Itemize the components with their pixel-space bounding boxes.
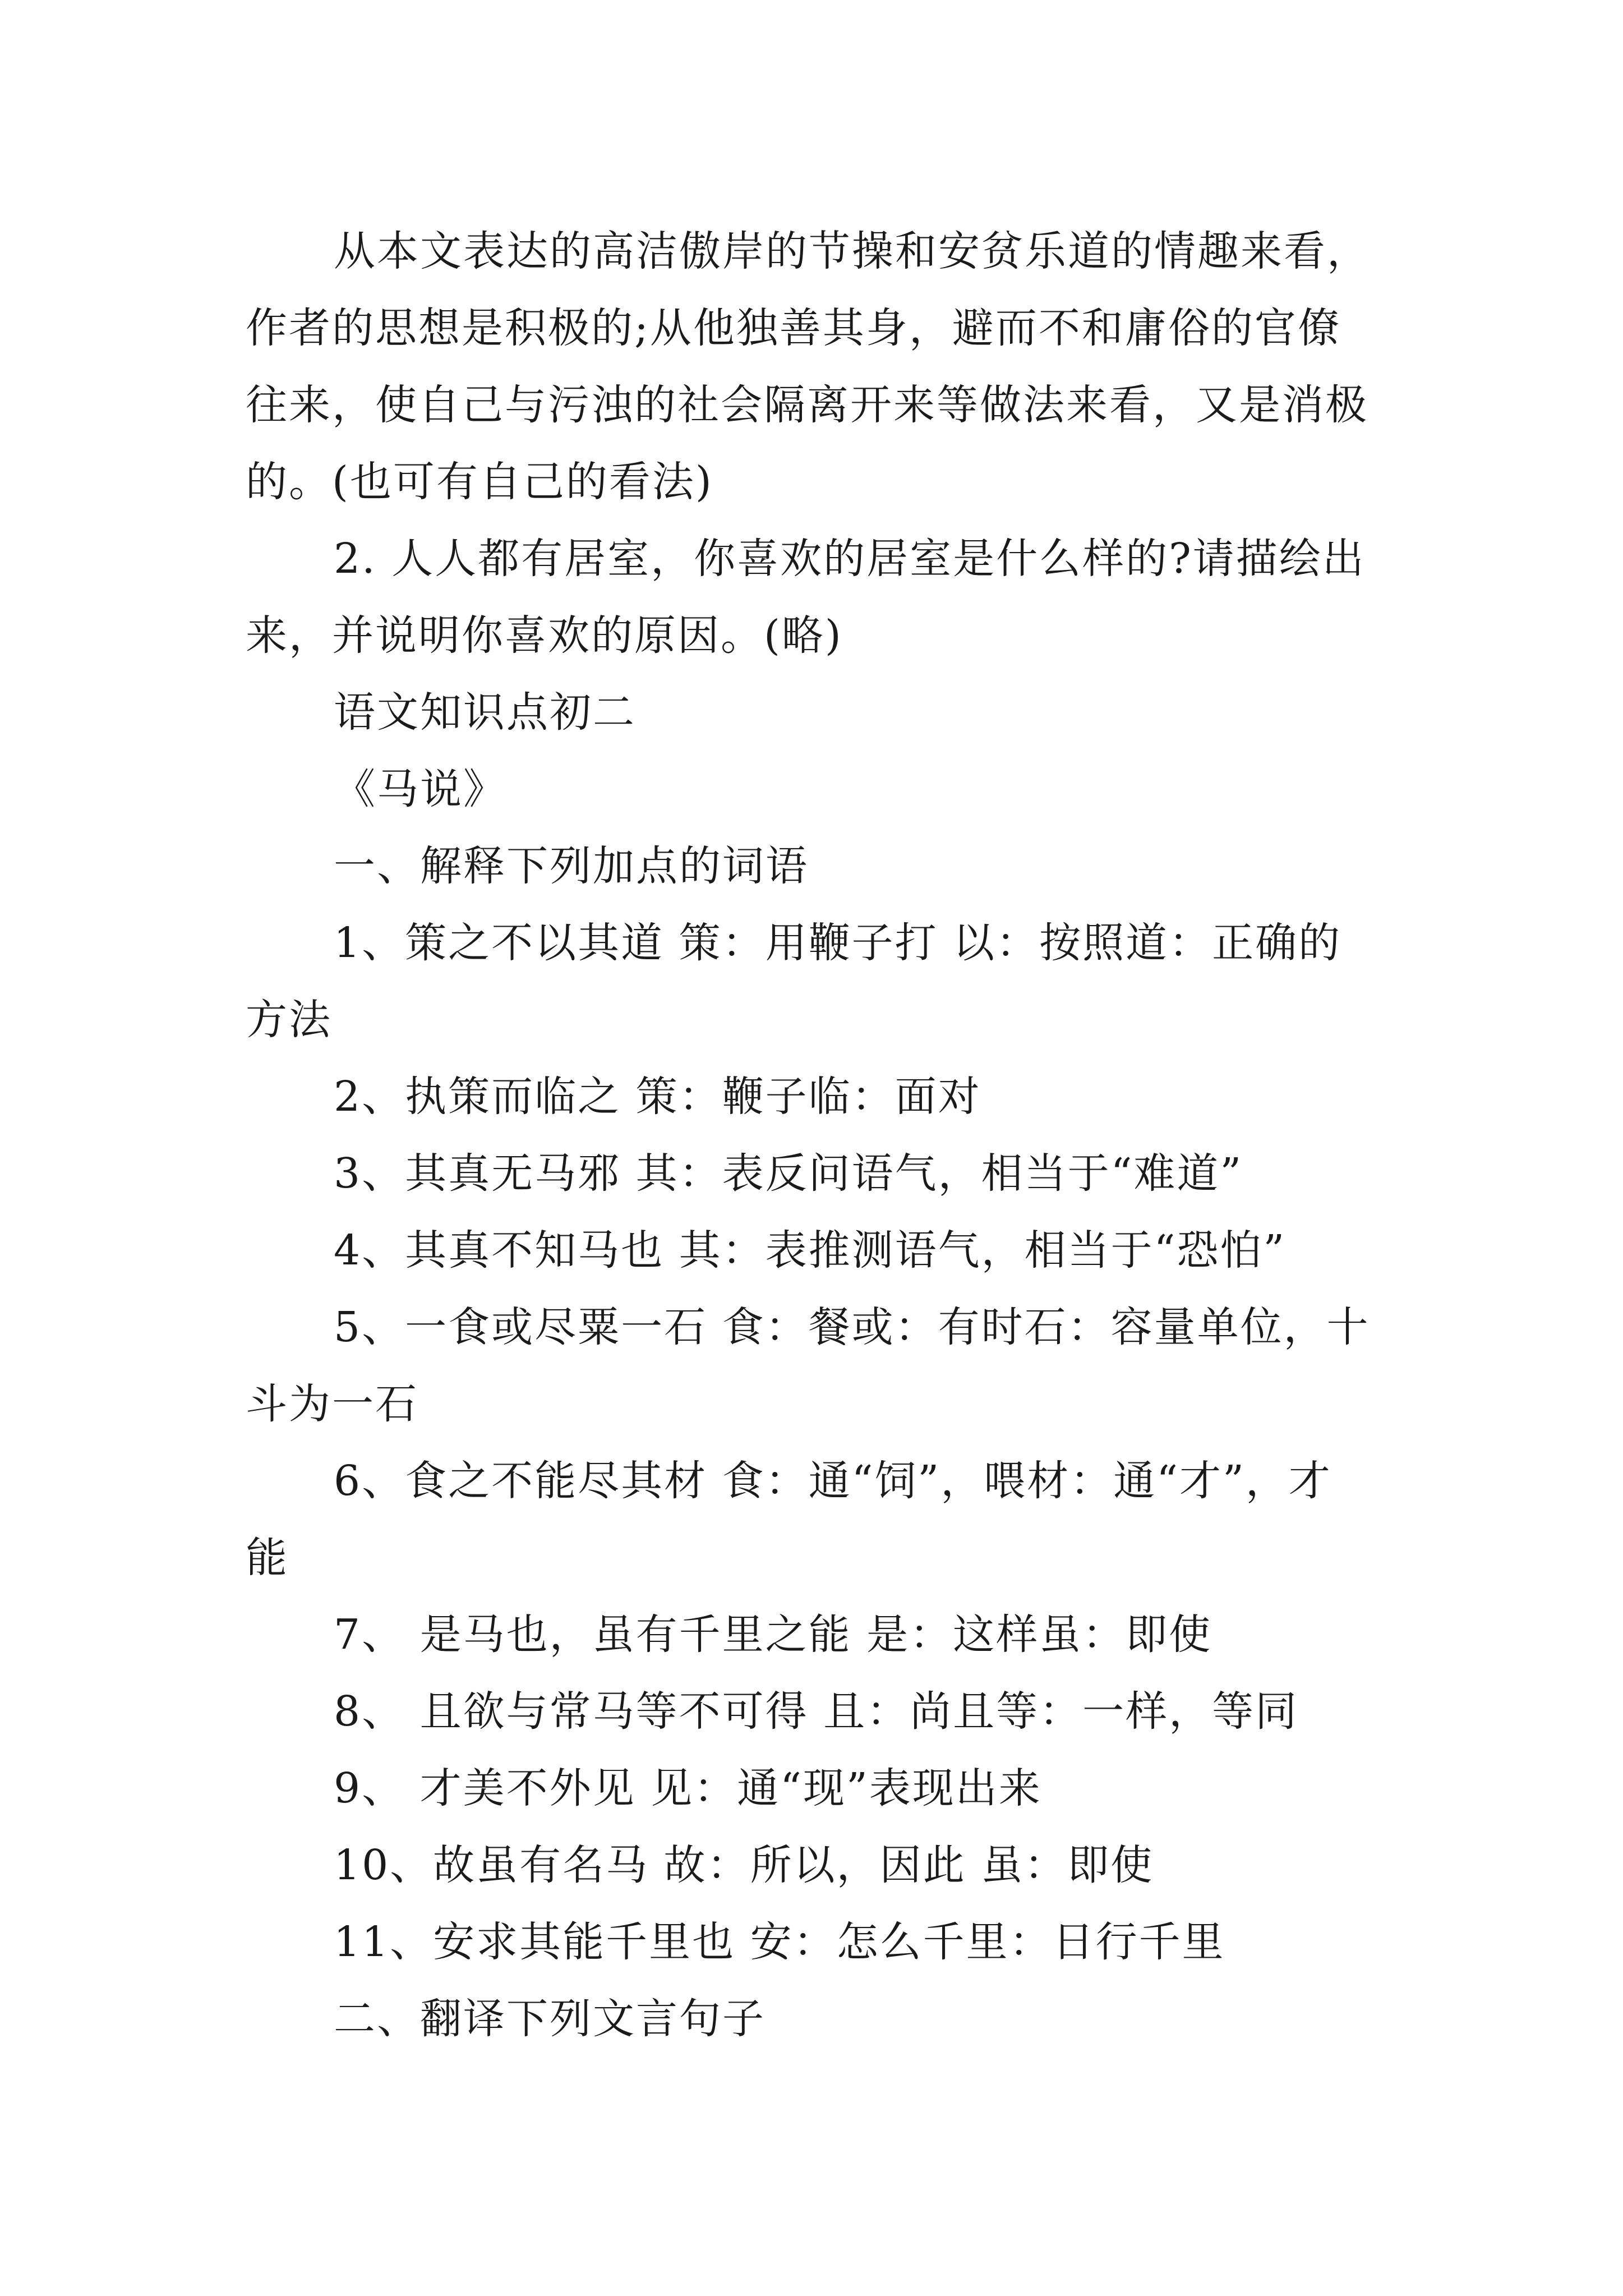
- section-heading: 语文知识点初二: [334, 688, 636, 737]
- paragraph-line: 2. 人人都有居室，你喜欢的居室是什么样的?请描绘出: [334, 535, 1366, 583]
- list-item: 3、其真无马邪 其：表反问语气，相当于“难道”: [334, 1149, 1243, 1198]
- subsection-heading: 二、翻译下列文言句子: [334, 1995, 766, 2043]
- paragraph-line: 从本文表达的高洁傲岸的节操和安贫乐道的情趣来看，: [334, 227, 1370, 275]
- paragraph-line: 往来，使自己与污浊的社会隔离开来等做法来看，又是消极: [246, 381, 1368, 429]
- list-item: 8、 且欲与常马等不可得 且：尚且等：一样，等同: [334, 1687, 1299, 1736]
- list-item: 1、策之不以其道 策：用鞭子打 以：按照道：正确的: [334, 919, 1342, 967]
- list-item: 2、执策而临之 策：鞭子临：面对: [334, 1073, 981, 1121]
- article-title: 《马说》: [334, 765, 506, 813]
- paragraph-line: 作者的思想是积极的;从他独善其身，避而不和庸俗的官僚: [246, 304, 1341, 352]
- list-item: 7、 是马也，虽有千里之能 是：这样虽：即使: [334, 1611, 1212, 1659]
- list-item-continuation: 斗为一石: [246, 1380, 418, 1428]
- list-item: 6、食之不能尽其材 食：通“饲”，喂材：通“才”，才: [334, 1457, 1332, 1505]
- list-item: 10、故虽有名马 故：所以，因此 虽：即使: [334, 1841, 1154, 1889]
- paragraph-line: 来，并说明你喜欢的原因。(略): [246, 611, 843, 660]
- list-item: 5、一食或尽粟一石 食：餐或：有时石：容量单位，十: [334, 1303, 1370, 1351]
- list-item: 9、 才美不外见 见：通“现”表现出来: [334, 1764, 1042, 1812]
- paragraph-line: 的。(也可有自己的看法): [246, 458, 713, 506]
- subsection-heading: 一、解释下列加点的词语: [334, 842, 809, 890]
- list-item-continuation: 方法: [246, 996, 332, 1044]
- list-item-continuation: 能: [246, 1534, 289, 1582]
- list-item: 4、其真不知马也 其：表推测语气，相当于“恐怕”: [334, 1226, 1287, 1274]
- document-page: [246, 213, 1384, 2058]
- list-item: 11、安求其能千里也 安：怎么千里：日行千里: [334, 1918, 1225, 1966]
